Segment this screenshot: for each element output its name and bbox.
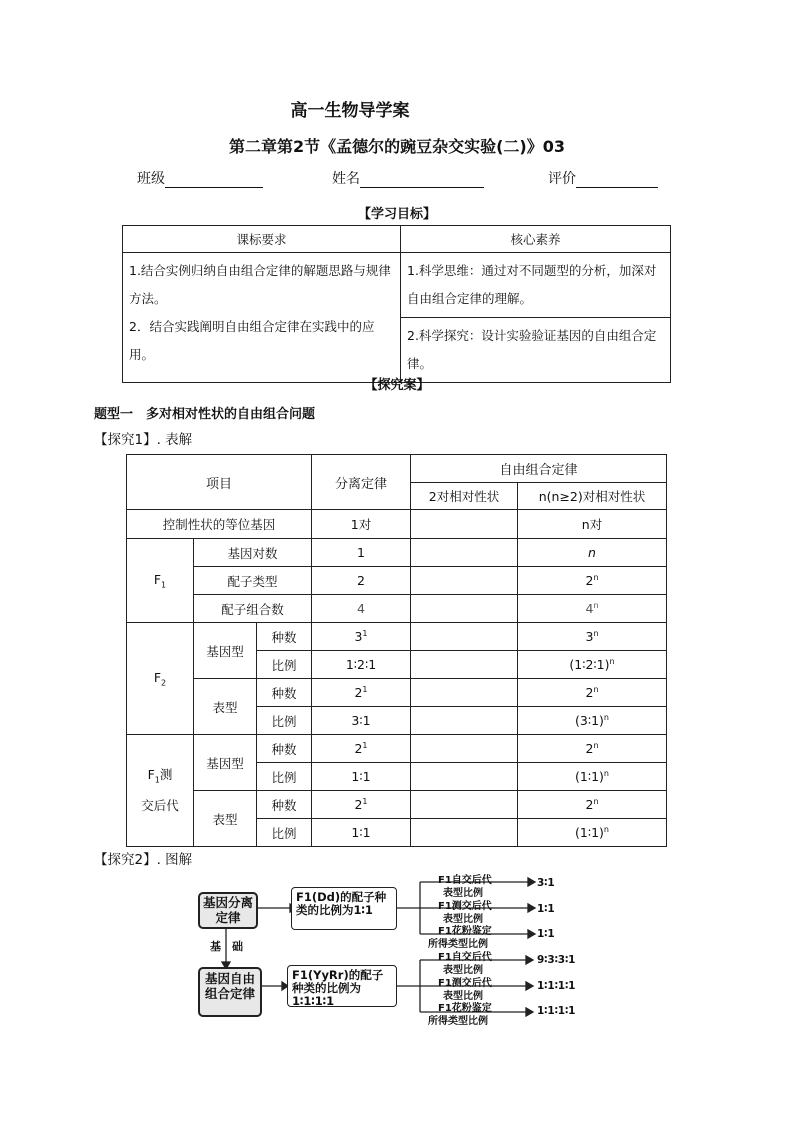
inquiry-2-heading: 【探究2】. 图解	[94, 852, 193, 868]
goals-heading: 【学习目标】	[357, 207, 436, 222]
f2-pheno-ratio-label: 比例	[257, 707, 312, 735]
seg-branch-1-top: F1自交后代	[438, 875, 492, 886]
f1-gamete-combos-n: 4$^n$	[518, 595, 667, 623]
alleles-n: n对	[518, 510, 667, 539]
basis-label: 基 础	[210, 940, 243, 953]
free-branch-2-value: 1∶1∶1∶1	[537, 980, 576, 992]
name-label: 姓名	[332, 171, 360, 187]
header-free-combination: 自由组合定律	[411, 455, 667, 483]
f2-pheno-ratio-seg: 3∶1	[312, 707, 411, 735]
header-item: 项目	[127, 455, 312, 510]
test-pheno-kinds-label: 种数	[257, 791, 312, 819]
free-branch-3-value: 1∶1∶1∶1	[537, 1005, 576, 1017]
grade-field[interactable]	[548, 168, 658, 188]
seg-branch-1-bottom: 表型比例	[443, 888, 483, 899]
f2-geno-ratio-seg: 1∶2∶1	[312, 651, 411, 679]
goals-requirements-cell	[123, 253, 401, 383]
seg-branch-1-value: 3∶1	[537, 877, 555, 889]
row-alleles-label: 控制性状的等位基因	[127, 510, 312, 539]
inquiry-1-heading: 【探究1】. 表解	[94, 432, 193, 448]
f2-pheno-kinds-n: 2$^n$	[518, 679, 667, 707]
seg-branch-3-top: F1花粉鉴定	[438, 926, 492, 937]
test-geno-ratio-label: 比例	[257, 763, 312, 791]
f1-gene-pairs-label: 基因对数	[194, 539, 312, 567]
f2-geno-kinds-seg: $3^1$	[312, 623, 411, 651]
f2-pheno-kinds-label: 种数	[257, 679, 312, 707]
header-segregation: 分离定律	[312, 455, 411, 510]
core-literacy-2: 2.科学探究：设计实验验证基因的自由组合定律。	[401, 318, 671, 383]
requirement-1: 1.结合实例归纳自由组合定律的解题思路与规律方法。	[129, 263, 391, 306]
f1-gamete-types-label: 配子类型	[194, 567, 312, 595]
f2-geno-kinds-label: 种数	[257, 623, 312, 651]
seg-branch-3-bottom: 所得类型比例	[428, 939, 488, 950]
class-label: 班级	[137, 171, 165, 187]
explore-heading: 【探究案】	[364, 378, 430, 393]
segregation-law-box: 基因分离定律	[198, 892, 258, 929]
free-branch-1-top: F1自交后代	[438, 952, 492, 963]
requirement-2: 2．结合实践阐明自由组合定律在实践中的应用。	[129, 319, 375, 362]
goals-col-requirements: 课标要求	[123, 226, 401, 253]
class-field[interactable]	[137, 168, 263, 188]
test-pheno-ratio-seg: 1∶1	[312, 819, 411, 847]
f2-pheno-kinds-seg: $2^1$	[312, 679, 411, 707]
f1-gene-pairs-seg: 1	[312, 539, 411, 567]
name-field[interactable]	[332, 168, 484, 188]
test-geno-kinds-label: 种数	[257, 735, 312, 763]
f2-geno-ratio-label: 比例	[257, 651, 312, 679]
f2-phenotype-label: 表型	[194, 679, 257, 735]
f1-dd-gametes-box: F1(Dd)的配子种类的比例为1∶1	[291, 887, 397, 930]
f1-gamete-types-seg: 2	[312, 567, 411, 595]
f1-yyrr-gametes-box: F1(YyRr)的配子种类的比例为1∶1∶1∶1	[287, 965, 397, 1007]
free-combination-law-box: 基因自由组合定律	[198, 967, 262, 1017]
seg-branch-2-top: F1测交后代	[438, 901, 492, 912]
test-pheno-kinds-n: 2$^n$	[518, 791, 667, 819]
goals-col-literacy: 核心素养	[401, 226, 671, 253]
test-geno-ratio-n: (1∶1)$^n$	[518, 763, 667, 791]
free-branch-3-top: F1花粉鉴定	[438, 1003, 492, 1014]
f2-genotype-label: 基因型	[194, 623, 257, 679]
test-geno-kinds-n: 2$^n$	[518, 735, 667, 763]
seg-branch-2-value: 1∶1	[537, 903, 555, 915]
alleles-seg: 1对	[312, 510, 411, 539]
f2-pheno-ratio-n: (3∶1)$^n$	[518, 707, 667, 735]
test-pheno-ratio-label: 比例	[257, 819, 312, 847]
f1-gamete-combos-seg: 4	[312, 595, 411, 623]
free-branch-1-bottom: 表型比例	[443, 965, 483, 976]
seg-branch-3-value: 1∶1	[537, 928, 555, 940]
test-pheno-kinds-seg: $2^1$	[312, 791, 411, 819]
seg-branch-2-bottom: 表型比例	[443, 914, 483, 925]
test-geno-ratio-seg: 1∶1	[312, 763, 411, 791]
page-title: 高一生物导学案	[290, 101, 410, 121]
f2-geno-ratio-n: (1∶2∶1)$^n$	[518, 651, 667, 679]
test-pheno-ratio-n: (1∶1)$^n$	[518, 819, 667, 847]
test-geno-kinds-seg: $2^1$	[312, 735, 411, 763]
test-genotype-label: 基因型	[194, 735, 257, 791]
topic-heading: 题型一 多对相对性状的自由组合问题	[94, 407, 316, 422]
lesson-title: 第二章第2节《孟德尔的豌豆杂交实验(二)》03	[228, 137, 566, 156]
core-literacy-1: 1.科学思维：通过对不同题型的分析，加深对自由组合定律的理解。	[401, 253, 671, 318]
test-phenotype-label: 表型	[194, 791, 257, 847]
grade-label: 评价	[548, 171, 576, 187]
free-branch-2-bottom: 表型比例	[443, 991, 483, 1002]
testcross-label: $F_1$测 交后代	[127, 735, 194, 847]
header-two-traits: 2对相对性状	[411, 483, 518, 510]
comparison-table	[126, 454, 667, 847]
free-branch-3-bottom: 所得类型比例	[428, 1016, 488, 1027]
free-branch-1-value: 9∶3∶3∶1	[537, 954, 576, 966]
f1-gamete-types-n: 2$^n$	[518, 567, 667, 595]
f2-geno-kinds-n: 3$^n$	[518, 623, 667, 651]
f1-label: $F_1$	[127, 539, 194, 623]
header-n-traits: n(n≥2)对相对性状	[518, 483, 667, 510]
f2-label: $F_2$	[127, 623, 194, 735]
f1-gene-pairs-n: n	[518, 539, 667, 567]
goals-table	[122, 225, 671, 383]
f1-gamete-combos-label: 配子组合数	[194, 595, 312, 623]
free-branch-2-top: F1测交后代	[438, 978, 492, 989]
